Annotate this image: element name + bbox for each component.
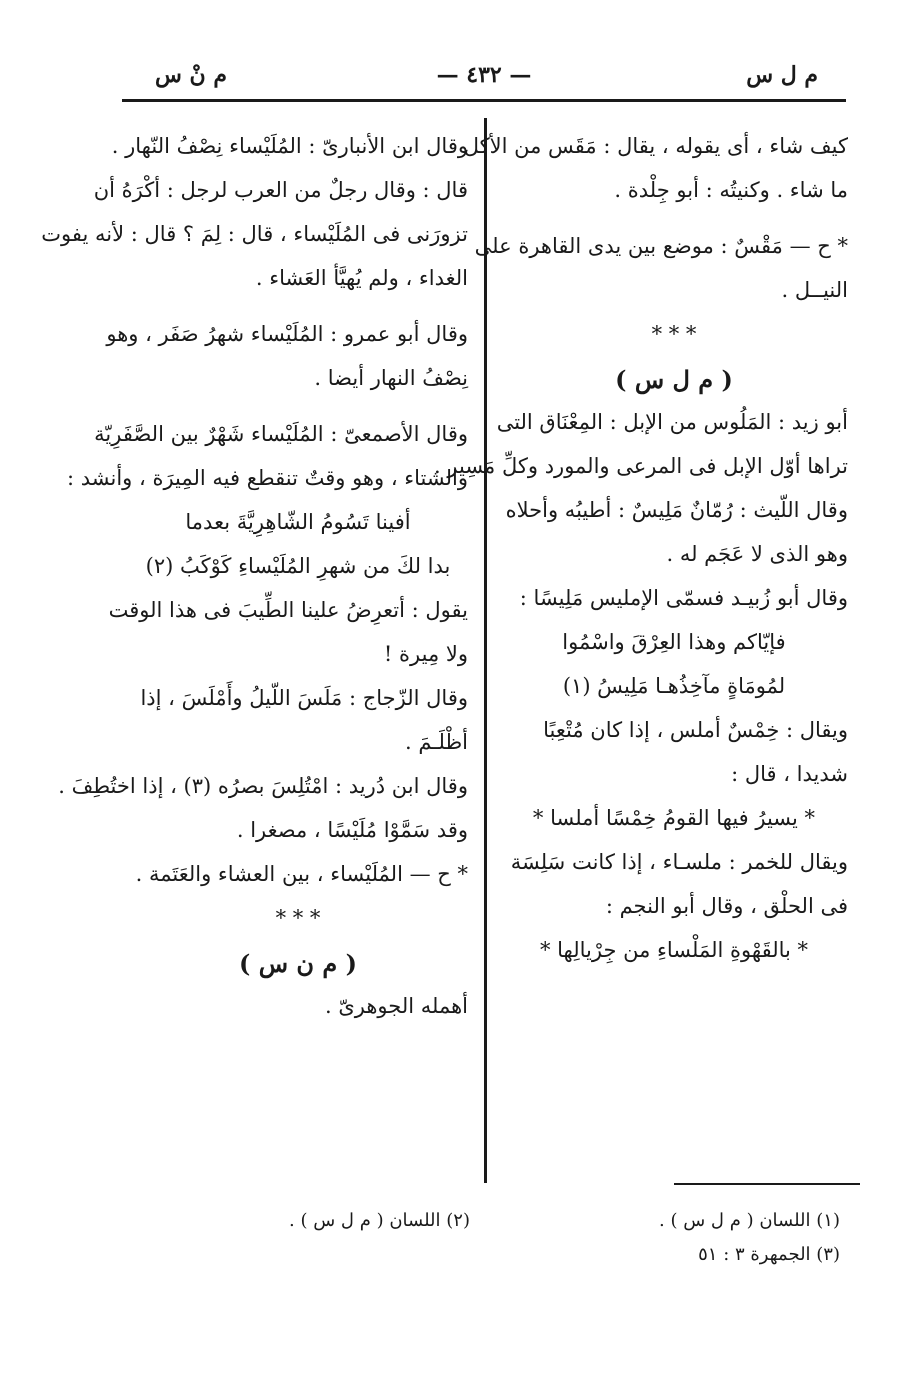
footnote: (٢) اللسان ( م ل س ) . xyxy=(289,1210,470,1231)
text-line: قال : وقال رجلٌ من العرب لرجل : أكْرَهُ أن xyxy=(93,178,468,202)
header-root-right: م ل س xyxy=(746,62,818,88)
page-header xyxy=(120,56,848,96)
text-line: أظْلَـمَ . xyxy=(405,730,468,754)
footnotes-right xyxy=(600,1210,840,1278)
text-line: وقال اللّيث : رُمّانٌ مَلِيسٌ : أطيبُه وأحلاه xyxy=(505,498,848,522)
text-line: وقال ابن الأنبارىّ : المُلَيْساء نِصْفُ النّهار . xyxy=(111,134,468,158)
text-line: وقال أبو عمرو : المُلَيْساء شهرُ صَفَر ، وهو xyxy=(106,322,468,346)
column-divider xyxy=(484,118,487,1183)
text-line: كيف شاء ، أى يقوله ، يقال : مَقَس من الأكل xyxy=(463,134,848,158)
text-line: يقول : أتعرِضُ علينا الطِّيبَ فى هذا الوقت xyxy=(108,598,468,622)
text-line: نِصْفُ النهار أيضا . xyxy=(314,366,468,390)
text-line: * ح — مَقْسٌ : موضع بين يدى القاهرة على xyxy=(474,234,848,258)
verse-line: * بالقَهْوةِ المَلْساءِ من جِرْيالِها * xyxy=(539,938,809,962)
section-heading: ( م ن س ) xyxy=(239,949,357,978)
footnotes-left xyxy=(289,1210,470,1244)
footnote-rule xyxy=(674,1183,860,1185)
header-rule xyxy=(122,99,846,102)
text-line: أهمله الجوهرىّ . xyxy=(324,994,468,1018)
text-line: ما شاء . وكنيتُه : أبو جِلْدة . xyxy=(614,178,848,202)
verse-line: * يسيرُ فيها القومُ خِمْسًا أملسا * xyxy=(532,806,816,830)
verse-line: لمُومَاةٍ مآخِذُهـا مَلِيسُ (١) xyxy=(562,674,786,698)
text-line: فى الحلْق ، وقال أبو النجم : xyxy=(605,894,848,918)
text-line: ولا مِيرة ! xyxy=(383,642,468,666)
text-line: تزورَنى فى المُلَيْساء ، قال : لِمَ ؟ قال : لأنه يفوت xyxy=(41,222,468,246)
text-line: ويقال للخمر : ملسـاء ، إذا كانت سَلِسَة xyxy=(510,850,848,874)
text-line: وقال الزّجاج : مَلَسَ اللّيلُ وأَمْلَسَ ، إذا xyxy=(140,686,468,710)
page-number: — ٤٣٢ — xyxy=(436,62,532,88)
text-line: النيــل . xyxy=(781,278,848,302)
header-root-left: م نْ س xyxy=(155,62,227,88)
text-line: تراها أوّل الإبل فى المرعى والمورد وكلِّ مَسِير . xyxy=(434,454,848,478)
text-line: وقال ابن دُريد : امْتُلِسَ بصرُه (٣) ، إذا اختُطِفَ . xyxy=(58,774,468,798)
left-column xyxy=(41,134,468,1038)
verse-line: فإيّاكم وهذا العِرْقَ واسْمُوا xyxy=(562,630,786,654)
text-line: وهو الذى لا عَجَم له . xyxy=(666,542,848,566)
text-line: ويقال : خِمْسٌ أملس ، إذا كان مُتْعِبًا xyxy=(543,718,848,742)
text-line: وقد سَمَّوْا مُلَيْسًا ، مصغرا . xyxy=(236,818,468,842)
text-line: * ح — المُلَيْساء ، بين العشاء والعَتَمة . xyxy=(135,862,468,886)
section-separator: * * * xyxy=(651,322,697,346)
text-line: وقال الأصمعىّ : المُلَيْساء شَهْرٌ بين الصَّفَرِيّة xyxy=(94,422,468,446)
verse-line: بدا لكَ من شهرِ المُلَيْساءِ كَوْكَبُ (٢) xyxy=(145,554,451,578)
footnote: (٣) الجمهرة ٣ : ٥١ xyxy=(698,1244,840,1265)
text-line: أبو زيد : المَلُوس من الإبل : المِعْنَاق التى xyxy=(496,410,848,434)
section-heading: ( م ل س ) xyxy=(615,365,733,394)
verse-line: أفينا تَسُومُ الشّاهِرِيَّةَ بعدما xyxy=(185,510,411,534)
footnote: (١) اللسان ( م ل س ) . xyxy=(659,1210,840,1231)
text-line: والشتاء ، وهو وقتٌ تنقطع فيه المِيرَة ، وأنشد : xyxy=(66,466,468,490)
section-separator: * * * xyxy=(275,906,321,930)
text-line: شديدا ، قال : xyxy=(731,762,848,786)
text-line: الغداء ، ولم يُهيَّأ العَشاء . xyxy=(255,266,468,290)
text-line: وقال أبو زُبيـد فسمّى الإمليس مَلِيسًا : xyxy=(519,586,848,610)
